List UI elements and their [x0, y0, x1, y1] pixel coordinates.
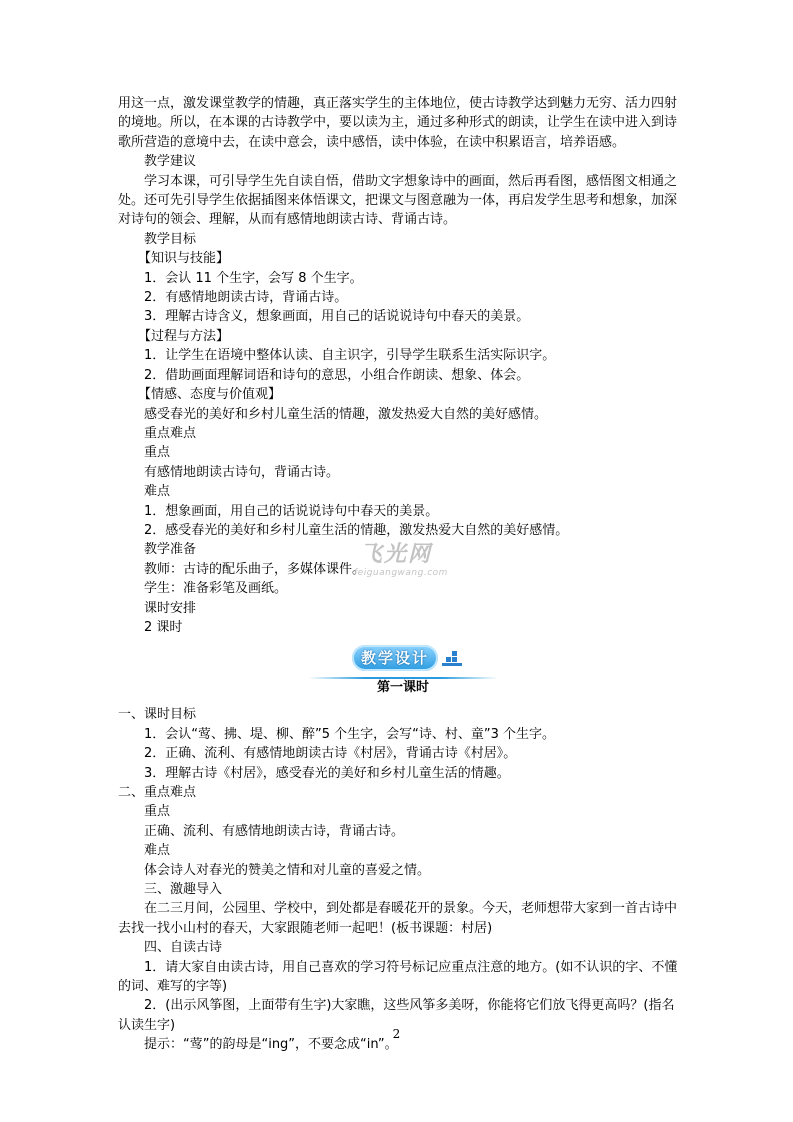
watermark	[318, 543, 468, 583]
lesson-intro-text: 在二三月间，公园里、学校中，到处都是春暖花开的景象。今天，老师想带大家到一首古诗中去找一找小山村的春天，大家跟随老师一起吧！(板书课题：村居)	[118, 901, 678, 936]
process-item-2: 2．借助画面理解词语和诗句的意思，小组合作朗读、想象、体会。	[144, 367, 530, 383]
knowledge-item-2: 2．有感情地朗读古诗，背诵古诗。	[144, 290, 348, 306]
preparation-heading: 教学准备	[144, 542, 197, 558]
difficult-item-1: 1．想象画面，用自己的话说说诗句中春天的美景。	[144, 503, 439, 519]
lesson-key-label: 重点	[144, 804, 171, 820]
lesson-tip: 提示：“莺”的韵母是“ing”，不要念成“in”。	[144, 1037, 398, 1053]
lesson-goal-2: 2．正确、流利、有感情地朗读古诗《村居》，背诵古诗《村居》。	[144, 746, 517, 762]
knowledge-item-3: 3．理解古诗含义，想象画面，用自己的话说说诗句中春天的美景。	[144, 309, 530, 325]
lesson-goals-heading: 一、课时目标	[118, 707, 197, 723]
key-label: 重点	[144, 445, 171, 461]
banner-subtitle: 第一课时	[376, 680, 429, 696]
emotion-text: 感受春光的美好和乡村儿童生活的情趣，激发热爱大自然的美好感情。	[144, 406, 548, 422]
watermark-text: 飞光网	[360, 542, 433, 567]
watermark-url: feiguangwang.com	[354, 568, 448, 578]
knowledge-label: 【知识与技能】	[138, 251, 230, 267]
preparation-student: 学生：准备彩笔及画纸。	[144, 581, 288, 597]
lesson-difficult-text: 体会诗人对春光的赞美之情和对儿童的喜爱之情。	[144, 862, 431, 878]
teaching-suggestion-heading: 教学建议	[144, 154, 197, 170]
knowledge-item-1: 1．会认 11 个生字，会写 8 个生字。	[144, 270, 363, 286]
section-banner	[118, 641, 678, 699]
lesson-key-text: 正确、流利、有感情地朗读古诗，背诵古诗。	[144, 823, 405, 839]
lesson-read-item-1: 1．请大家自由读古诗，用自己喜欢的学习符号标记应重点注意的地方。(如不认识的字、不懂的词、难写的字等)	[118, 959, 678, 995]
teaching-suggestion-text: 学习本课，可引导学生先自读自悟，借助文字想象诗中的画面，然后再看图，感悟图文相通之处。还可先引导学生依据插图来体悟课文，把课文与图意融为一体，再启发学生思考和想象，加深对诗句的领会、理解，从而有感情地朗读古诗、背诵古诗。	[118, 173, 678, 228]
lesson-difficult-label: 难点	[144, 843, 171, 859]
lesson-goal-1: 1．会认“莺、拂、堤、柳、醉”5 个生字，会写“诗、村、童”3 个生字。	[144, 726, 556, 742]
schedule-text: 2 课时	[144, 619, 183, 635]
key-text: 有感情地朗读古诗句，背诵古诗。	[144, 464, 340, 480]
lesson-goal-3: 3．理解古诗《村居》，感受春光的美好和乡村儿童生活的情趣。	[144, 765, 510, 781]
process-label: 【过程与方法】	[138, 328, 230, 344]
lesson-key-heading: 二、重点难点	[118, 785, 197, 800]
page-number: 2	[392, 1027, 401, 1041]
emotion-label: 【情感、态度与价值观】	[138, 387, 282, 403]
stair-blocks-icon	[442, 651, 462, 667]
process-item-1: 1．让学生在语境中整体认读、自主识字，引导学生联系生活实际识字。	[144, 348, 556, 364]
key-difficult-heading: 重点难点	[144, 425, 197, 441]
intro-paragraph: 用这一点，激发课堂教学的情趣，真正落实学生的主体地位，使古诗教学达到魅力无穷、活力四射的境地。所以，在本课的古诗教学中，要以读为主，通过多种形式的朗读，让学生在读中进入到诗歌所营造的意境中去，在读中意会，读中感悟，读中体验，在读中积累语言，培养语感。	[118, 96, 678, 150]
banner-title: 教学设计	[360, 649, 429, 668]
lesson-read-heading: 四、自读古诗	[144, 940, 223, 956]
lesson-read-item-2: 2．(出示风筝图，上面带有生字)大家瞧，这些风筝多美呀，你能将它们放飞得更高吗？(指名认读生字)	[118, 998, 675, 1033]
difficult-label: 难点	[144, 484, 171, 500]
preparation-teacher: 教师：古诗的配乐曲子，多媒体课件。	[144, 561, 366, 577]
schedule-heading: 课时安排	[144, 600, 197, 616]
teaching-goals-heading: 教学目标	[144, 231, 197, 247]
difficult-item-2: 2．感受春光的美好和乡村儿童生活的情趣，激发热爱大自然的美好感情。	[144, 522, 569, 538]
lesson-intro-heading: 三、激趣导入	[144, 882, 223, 898]
